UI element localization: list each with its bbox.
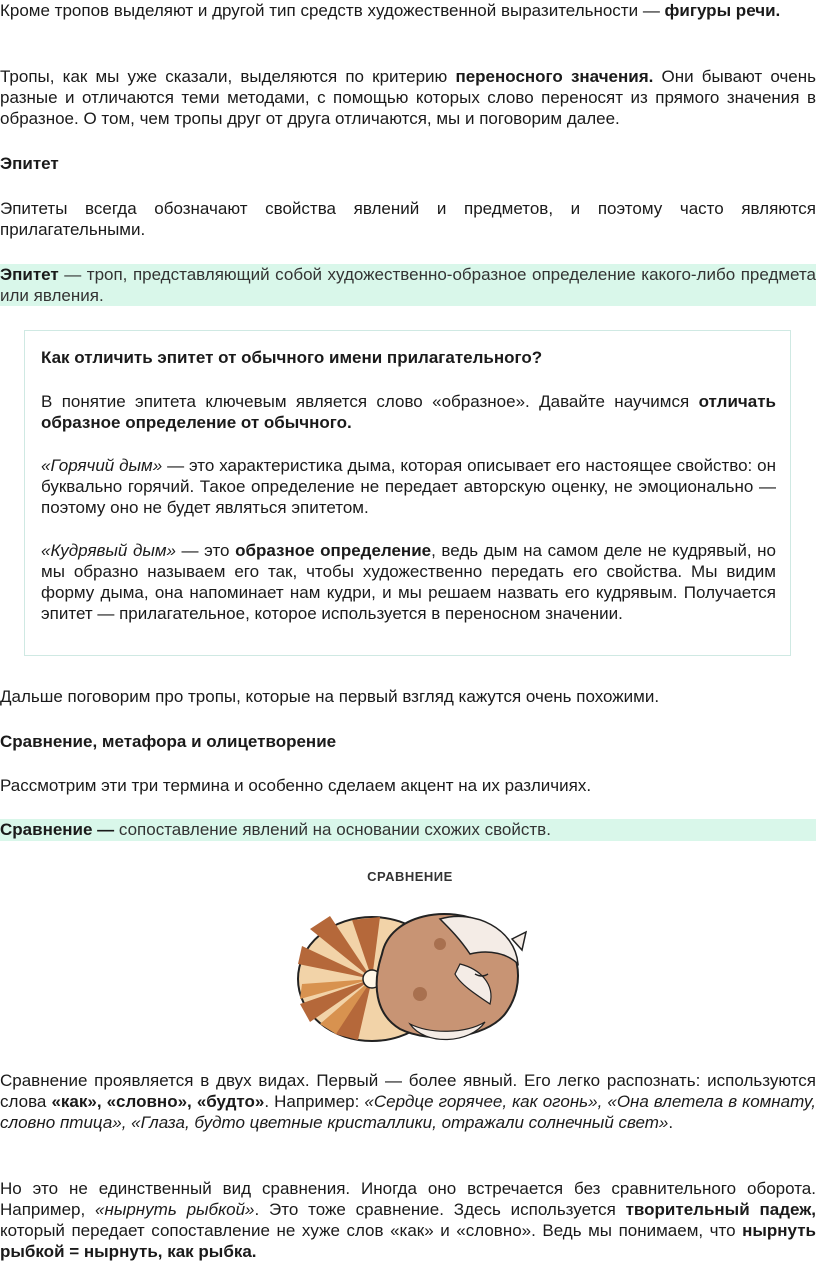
tropes-paragraph: Тропы, как мы уже сказали, выделяются по критерию переносного значения. Они бывают очень разные и отличаются теми методами, с помощью которых слово переносят из прямого значения в образное. О том, чем тропы друг от друга отличаются, мы и поговорим далее. [0, 67, 816, 128]
epithet-paragraph: Эпитеты всегда обозначают свойства явлений и предметов, и поэтому часто являются прилагательными. [0, 199, 816, 239]
box-paragraph-2: «Горячий дым» — это характеристика дыма, которая описывает его настоящее свойство: он буквально горячий. Такое определение не передает авторскую оценку, не эмоционально — поэтому оно не будет являться эпитетом. [41, 456, 776, 517]
illustration-caption: СРАВНЕНИЕ [367, 869, 453, 884]
comparison-definition: Сравнение — сопоставление явлений на основании схожих свойств. [0, 819, 816, 841]
cinnamon-roll-cat-image [290, 884, 530, 1054]
intro-paragraph: Кроме тропов выделяют и другой тип средств художественной выразительности — фигуры речи. [0, 1, 781, 20]
box-question: Как отличить эпитет от обычного имени прилагательного? [41, 348, 543, 367]
second-kind-paragraph: Но это не единственный вид сравнения. Иногда оно встречается без сравнительного оборота. Например, «нырнуть рыбкой». Это тоже сравнение. Здесь используется творительный падеж, который передает сопоставление не хуже слов «как» и «словно». Ведь мы понимаем, что нырнуть рыбкой = нырнуть, как рыбка. [0, 1179, 816, 1261]
further-paragraph: Дальше поговорим про тропы, которые на первый взгляд кажутся очень похожими. [0, 687, 660, 706]
comparison-illustration [290, 862, 530, 1052]
tropes-bold: переносного значения. [455, 67, 654, 86]
intro-bold: фигуры речи. [664, 1, 781, 20]
comparison-heading: Сравнение, метафора и олицетворение [0, 732, 337, 751]
sleeping-cat [377, 914, 526, 1040]
epithet-heading: Эпитет [0, 154, 59, 173]
epithet-info-box [24, 330, 791, 656]
box-paragraph-3: «Кудрявый дым» — это образное определение, ведь дым на самом деле не кудрявый, но мы образно называем его так, чтобы художественно передать его свойства. Мы видим форму дыма, она напоминает нам кудри, и мы решаем назвать его кудрявым. Получается эпитет — прилагательное, которое используется в переносном значении. [41, 541, 776, 623]
epithet-definition: Эпитет — троп, представляющий собой художественно-образное определение какого-либо предмета или явления. [0, 265, 816, 305]
box-paragraph-1: В понятие эпитета ключевым является слово «образное». Давайте научимся отличать образное определение от обычного. [41, 392, 776, 432]
consider-paragraph: Рассмотрим эти три термина и особенно сделаем акцент на их различиях. [0, 776, 592, 795]
two-kinds-paragraph: Сравнение проявляется в двух видах. Первый — более явный. Его легко распознать: используются слова «как», «словно», «будто». Например: «Сердце горячее, как огонь», «Она влетела в комнату, словно птица», «Глаза, будто цветные кристаллики, отражали солнечный свет». [0, 1071, 816, 1132]
